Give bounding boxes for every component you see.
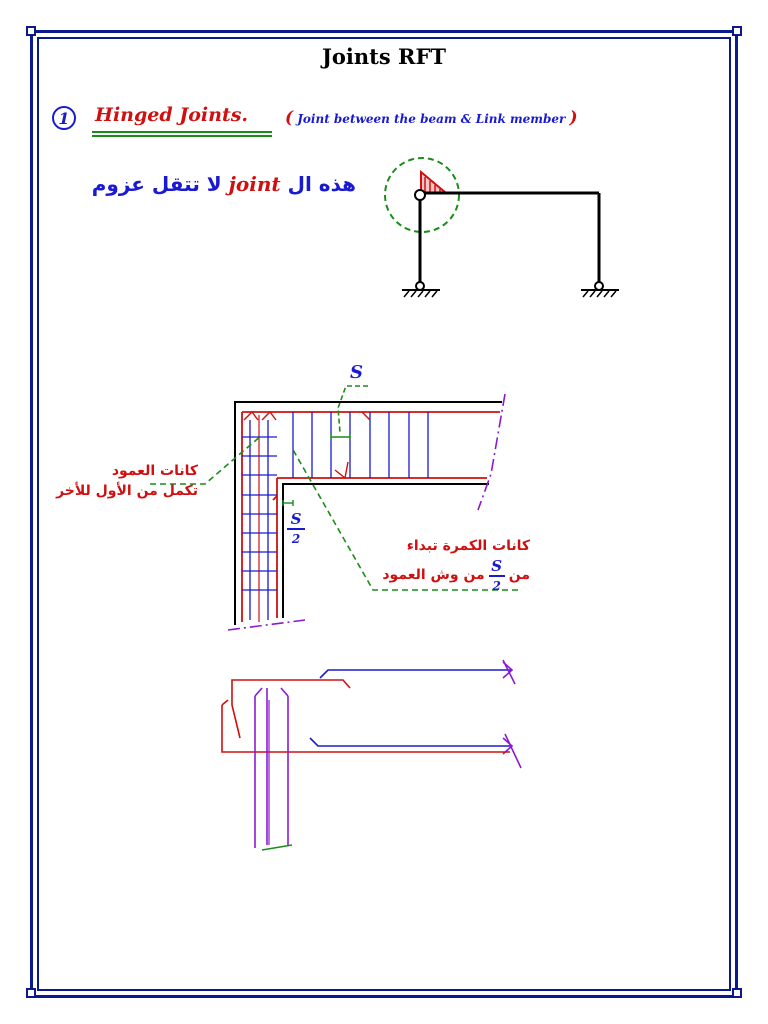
hooked-beam-bar-top (232, 680, 350, 738)
beam-note-line2-b: من وش العمود (382, 566, 485, 583)
statement-part2: لا تتقل عزوم (91, 172, 222, 196)
column-stirrups-note (56, 462, 198, 501)
section-number: 1 (58, 108, 70, 128)
column-note-line2: تكمل من الأول للأخر (56, 482, 198, 499)
spacing-half-num: S (290, 510, 302, 528)
beam-note-line1: كانات الكمرة تبداء (406, 538, 530, 554)
spacing-half-label (287, 512, 305, 546)
bar-detail (222, 660, 521, 850)
beam-note-line2-a: من (508, 566, 530, 583)
beam-note-frac-den: 2 (492, 578, 501, 593)
spacing-half-bar (287, 528, 305, 530)
statement-part1: هذه ال (287, 172, 356, 196)
subtitle-open-paren: ( (285, 108, 294, 128)
top-beam-bar (320, 670, 512, 678)
subtitle-close-paren: ) (569, 108, 578, 128)
subtitle-text: Joint between the beam & Link member (297, 112, 566, 126)
statement-joint-word: joint (228, 172, 281, 196)
page-title: Joints RFT (321, 44, 446, 69)
spacing-half-den: 2 (291, 532, 301, 546)
hinge-symbol (415, 190, 425, 200)
beam-stirrups-note (382, 537, 530, 593)
left-support-pin (416, 282, 424, 290)
spacing-s-leader (338, 386, 368, 432)
bottom-beam-bar (310, 738, 512, 746)
right-support-pin (595, 282, 603, 290)
spacing-s-text: S (350, 362, 363, 383)
joint-rft-detail (150, 386, 518, 630)
section-heading: Hinged Joints. (95, 104, 249, 126)
beam-note-fraction (489, 556, 505, 593)
hooked-beam-bar-bottom (222, 705, 510, 752)
spacing-s-label (350, 364, 363, 382)
beam-note-frac-bar (489, 575, 505, 577)
beam-note-line2 (382, 556, 530, 593)
portal-frame-diagram (385, 158, 619, 297)
column-note-line1: كانات العمود (111, 463, 198, 479)
beam-note-frac-num: S (491, 556, 503, 575)
